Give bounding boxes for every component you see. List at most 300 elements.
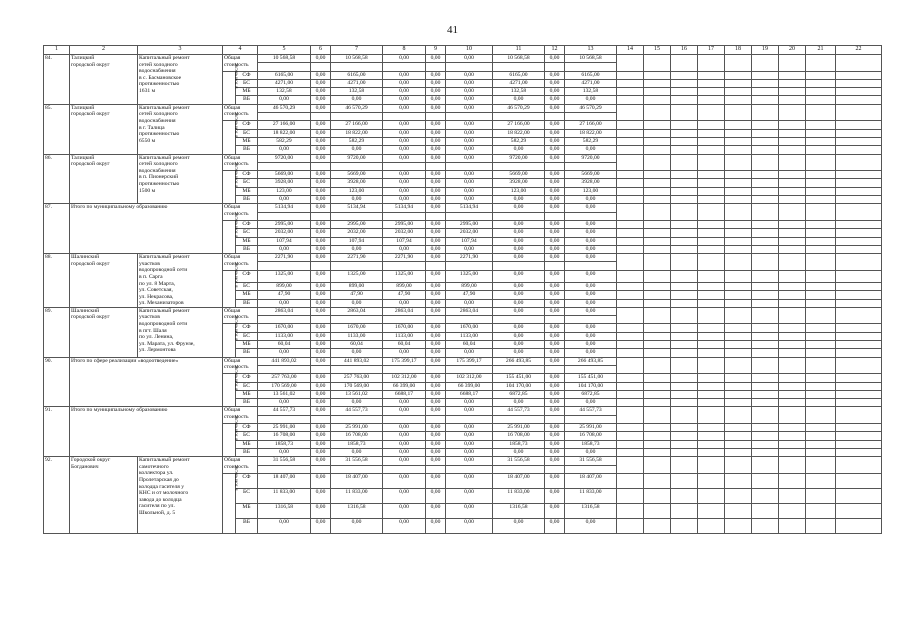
header-cell: 9 [426, 46, 446, 55]
value-cell: 175 399,17 [446, 357, 493, 365]
value-cell: 0,00 [545, 424, 565, 432]
value-cell: 4271,00 [331, 79, 383, 87]
table-row [44, 55, 882, 63]
value-cell: 0,00 [565, 299, 617, 307]
value-cell: 0,00 [426, 382, 446, 390]
total-cost-label [223, 154, 258, 171]
empty-cell [836, 390, 882, 398]
empty-cell [446, 212, 493, 220]
empty-cell [644, 237, 671, 245]
value-cell: 0,00 [446, 104, 493, 112]
value-cell: 6872,85 [565, 390, 617, 398]
total-label-line: Общая [224, 457, 241, 464]
empty-cell [331, 212, 383, 220]
empty-cell [644, 432, 671, 440]
empty-cell [836, 220, 882, 228]
empty-cell [617, 407, 644, 424]
value-cell: 0,00 [565, 518, 617, 533]
empty-cell [617, 440, 644, 448]
value-cell: 0,00 [493, 332, 545, 340]
value-cell: 0,00 [565, 332, 617, 340]
table-row [44, 204, 882, 212]
value-cell: 0,00 [426, 96, 446, 104]
value-cell: 0,00 [493, 299, 545, 307]
value-cell: 0,00 [383, 440, 426, 448]
description-cell [138, 104, 223, 154]
empty-cell [617, 187, 644, 195]
value-cell: 0,00 [311, 71, 331, 79]
value-cell: 0,00 [311, 424, 331, 432]
empty-cell [698, 104, 725, 121]
empty-cell [698, 349, 725, 357]
description-line: ул. Механизаторов [139, 300, 184, 307]
value-cell: 0,00 [565, 349, 617, 357]
row-number: 88. [44, 254, 70, 308]
fund-code: ВБ [236, 448, 258, 456]
value-cell: 0,00 [426, 254, 446, 262]
empty-cell [671, 399, 698, 407]
page-number: 41 [447, 24, 458, 36]
value-cell: 0,00 [426, 129, 446, 137]
including-text: в том числе: [234, 261, 240, 288]
row-number: 89. [44, 307, 70, 357]
empty-cell [806, 324, 836, 332]
value-cell: 0,00 [426, 196, 446, 204]
fund-code: БС [236, 432, 258, 440]
empty-cell [779, 220, 806, 228]
empty-cell [752, 129, 779, 137]
value-cell: 0,00 [545, 503, 565, 518]
empty-cell [725, 71, 752, 79]
fund-code: ВБ [236, 299, 258, 307]
empty-cell [752, 254, 779, 271]
total-label-line: стоимость [224, 364, 249, 371]
value-cell: 0,00 [545, 448, 565, 456]
value-cell: 4271,00 [493, 79, 545, 87]
empty-cell [644, 341, 671, 349]
empty-cell [779, 382, 806, 390]
empty-cell [725, 245, 752, 253]
value-cell: 107,94 [258, 237, 311, 245]
value-cell: 0,00 [545, 137, 565, 145]
empty-cell [698, 324, 725, 332]
value-cell: 0,00 [311, 229, 331, 237]
empty-cell [836, 324, 882, 332]
fund-code: БС [236, 488, 258, 503]
empty-cell [836, 171, 882, 179]
value-cell: 3928,00 [258, 179, 311, 187]
empty-cell [446, 113, 493, 121]
empty-cell [671, 137, 698, 145]
value-cell: 107,94 [331, 237, 383, 245]
value-cell: 1316,58 [331, 503, 383, 518]
fund-code: БС [236, 332, 258, 340]
value-cell: 104 170,00 [565, 382, 617, 390]
value-cell: 155 451,00 [493, 374, 545, 382]
value-cell: 102 312,00 [383, 374, 426, 382]
empty-cell [752, 518, 779, 533]
empty-cell [565, 262, 617, 270]
empty-cell [644, 187, 671, 195]
header-cell: 15 [644, 46, 671, 55]
empty-cell [426, 262, 446, 270]
empty-cell [806, 357, 836, 374]
empty-cell [644, 503, 671, 518]
empty-cell [752, 88, 779, 96]
empty-cell [617, 332, 644, 340]
total-label-line: Общая [224, 154, 241, 161]
value-cell: 0,00 [446, 79, 493, 87]
municipality-cell [70, 457, 138, 534]
value-cell: 13 561,02 [331, 390, 383, 398]
value-cell: 6165,00 [565, 71, 617, 79]
value-cell: 899,00 [258, 282, 311, 290]
empty-cell [806, 424, 836, 432]
empty-cell [806, 282, 836, 290]
empty-cell [752, 399, 779, 407]
value-cell: 0,00 [383, 399, 426, 407]
empty-cell [779, 349, 806, 357]
header-cell: 13 [565, 46, 617, 55]
empty-cell [779, 374, 806, 382]
value-cell: 0,00 [545, 220, 565, 228]
value-cell: 0,00 [331, 299, 383, 307]
empty-cell [671, 349, 698, 357]
value-cell: 0,00 [383, 407, 426, 415]
description-line: гасителя по ул. [139, 503, 175, 510]
empty-cell [617, 473, 644, 488]
description-line: сетей холодного [139, 161, 178, 168]
value-cell: 18 822,00 [565, 129, 617, 137]
description-cell [138, 154, 223, 204]
value-cell: 4271,00 [565, 79, 617, 87]
total-cost-label [223, 254, 258, 271]
empty-cell [671, 55, 698, 72]
value-cell: 6688,17 [446, 390, 493, 398]
value-cell: 1133,00 [446, 332, 493, 340]
value-cell: 0,00 [331, 448, 383, 456]
value-cell: 0,00 [311, 473, 331, 488]
empty-cell [806, 96, 836, 104]
empty-cell [836, 237, 882, 245]
value-cell: 0,00 [545, 299, 565, 307]
empty-cell [671, 121, 698, 129]
empty-cell [698, 121, 725, 129]
empty-cell [725, 187, 752, 195]
value-cell: 266 493,85 [493, 357, 545, 365]
value-cell: 0,00 [446, 518, 493, 533]
empty-cell [446, 63, 493, 71]
table-row [44, 457, 882, 465]
fund-code: БС [236, 282, 258, 290]
empty-cell [779, 332, 806, 340]
including-text: в том числе: [234, 314, 240, 341]
empty-cell [311, 262, 331, 270]
total-cost-label [223, 357, 258, 374]
value-cell: 46 570,29 [331, 104, 383, 112]
empty-cell [644, 407, 671, 424]
value-cell: 0,00 [565, 341, 617, 349]
value-cell: 0,00 [493, 341, 545, 349]
empty-cell [545, 316, 565, 324]
value-cell: 0,00 [493, 229, 545, 237]
empty-cell [752, 121, 779, 129]
empty-cell [752, 104, 779, 121]
empty-cell [446, 162, 493, 170]
value-cell: 47,90 [446, 291, 493, 299]
empty-cell [671, 204, 698, 221]
empty-cell [806, 179, 836, 187]
empty-cell [806, 254, 836, 271]
value-cell: 0,00 [446, 146, 493, 154]
empty-cell [446, 465, 493, 473]
empty-cell [671, 448, 698, 456]
empty-cell [383, 212, 426, 220]
value-cell: 0,00 [545, 254, 565, 262]
empty-cell [644, 399, 671, 407]
description-line: сетей холодного [139, 61, 178, 68]
header-cell: 8 [383, 46, 426, 55]
header-cell: 6 [311, 46, 331, 55]
empty-cell [311, 316, 331, 324]
header-cell: 1 [44, 46, 70, 55]
empty-cell [671, 374, 698, 382]
value-cell: 0,00 [383, 154, 426, 162]
table-row [44, 104, 882, 112]
empty-cell [698, 341, 725, 349]
value-cell: 582,29 [331, 137, 383, 145]
description-line: Капитальный ремонт [139, 154, 190, 161]
empty-cell [617, 237, 644, 245]
value-cell: 0,00 [545, 96, 565, 104]
empty-cell [779, 341, 806, 349]
fund-code: МБ [236, 237, 258, 245]
empty-cell [671, 154, 698, 171]
empty-cell [644, 382, 671, 390]
value-cell: 0,00 [545, 382, 565, 390]
value-cell: 0,00 [565, 399, 617, 407]
table-row [44, 254, 882, 262]
empty-cell [331, 113, 383, 121]
value-cell: 0,00 [545, 390, 565, 398]
value-cell: 2995,00 [383, 220, 426, 228]
value-cell: 0,00 [545, 488, 565, 503]
value-cell: 1133,00 [383, 332, 426, 340]
empty-cell [698, 432, 725, 440]
value-cell: 2032,00 [383, 229, 426, 237]
fund-code: БС [236, 129, 258, 137]
value-cell: 0,00 [446, 457, 493, 465]
value-cell: 27 166,00 [331, 121, 383, 129]
value-cell: 0,00 [426, 237, 446, 245]
empty-cell [752, 79, 779, 87]
municipality-line: Шалинский [71, 307, 100, 314]
value-cell: 0,00 [426, 171, 446, 179]
value-cell: 0,00 [258, 96, 311, 104]
empty-cell [258, 113, 311, 121]
empty-cell [752, 179, 779, 187]
empty-cell [617, 137, 644, 145]
empty-cell [725, 357, 752, 374]
empty-cell [836, 71, 882, 79]
value-cell: 9720,00 [565, 154, 617, 162]
empty-cell [617, 291, 644, 299]
empty-cell [836, 374, 882, 382]
value-cell: 0,00 [426, 357, 446, 365]
empty-cell [836, 291, 882, 299]
value-cell: 2271,90 [258, 254, 311, 262]
row-number: 85. [44, 104, 70, 154]
value-cell: 1670,00 [383, 324, 426, 332]
empty-cell [617, 399, 644, 407]
fund-code: СФ [236, 220, 258, 228]
value-cell: 0,00 [258, 245, 311, 253]
value-cell: 1858,73 [331, 440, 383, 448]
empty-cell [493, 162, 545, 170]
description-line: водопроводной сети [139, 321, 188, 328]
value-cell: 25 991,00 [493, 424, 545, 432]
value-cell: 0,00 [545, 341, 565, 349]
value-cell: 2863,04 [331, 307, 383, 315]
municipality-line: Талицкий [71, 154, 95, 161]
including-text: в том числе: [234, 161, 240, 188]
value-cell: 0,00 [311, 204, 331, 212]
value-cell: 0,00 [311, 299, 331, 307]
empty-cell [806, 399, 836, 407]
empty-cell [779, 357, 806, 374]
fund-code: СФ [236, 324, 258, 332]
header-cell: 4 [223, 46, 258, 55]
value-cell: 0,00 [446, 121, 493, 129]
value-cell: 0,00 [446, 179, 493, 187]
value-cell: 0,00 [446, 129, 493, 137]
empty-cell [725, 137, 752, 145]
value-cell: 1325,00 [258, 270, 311, 282]
value-cell: 0,00 [545, 187, 565, 195]
empty-cell [806, 291, 836, 299]
empty-cell [752, 424, 779, 432]
fund-code: СФ [236, 121, 258, 129]
empty-cell [644, 291, 671, 299]
empty-cell [311, 162, 331, 170]
empty-cell [779, 146, 806, 154]
empty-cell [836, 96, 882, 104]
empty-cell [806, 332, 836, 340]
empty-cell [671, 146, 698, 154]
value-cell: 46 570,29 [258, 104, 311, 112]
table-row [44, 154, 882, 162]
header-cell: 11 [493, 46, 545, 55]
empty-cell [617, 424, 644, 432]
value-cell: 0,00 [493, 237, 545, 245]
description-line: ул. Некрасова, [139, 293, 174, 300]
value-cell: 0,00 [426, 432, 446, 440]
empty-cell [752, 282, 779, 290]
empty-cell [446, 262, 493, 270]
value-cell: 0,00 [545, 129, 565, 137]
empty-cell [779, 270, 806, 282]
value-cell: 0,00 [311, 179, 331, 187]
empty-cell [725, 96, 752, 104]
empty-cell [671, 104, 698, 121]
total-label-line: стоимость [224, 210, 249, 217]
value-cell: 47,90 [258, 291, 311, 299]
empty-cell [836, 307, 882, 324]
value-cell: 5669,00 [565, 171, 617, 179]
value-cell: 0,00 [446, 196, 493, 204]
value-cell: 27 166,00 [493, 121, 545, 129]
value-cell: 0,00 [331, 349, 383, 357]
value-cell: 60,04 [383, 341, 426, 349]
value-cell: 0,00 [426, 518, 446, 533]
empty-cell [617, 171, 644, 179]
value-cell: 18 407,00 [493, 473, 545, 488]
empty-cell [779, 299, 806, 307]
including-text: в том числе: [234, 62, 240, 89]
empty-cell [725, 104, 752, 121]
empty-cell [383, 63, 426, 71]
description-line: коллектора ул. [139, 470, 174, 477]
empty-cell [545, 415, 565, 423]
value-cell: 0,00 [311, 220, 331, 228]
value-cell: 5134,94 [383, 204, 426, 212]
value-cell: 25 991,00 [258, 424, 311, 432]
description-line: по ул. Ленина, [139, 334, 174, 341]
value-cell: 11 833,00 [331, 488, 383, 503]
empty-cell [752, 457, 779, 474]
empty-cell [446, 316, 493, 324]
value-cell: 0,00 [545, 154, 565, 162]
description-line: по ул. 8 Марта, [139, 280, 176, 287]
empty-cell [836, 146, 882, 154]
municipality-cell [70, 55, 138, 105]
value-cell: 0,00 [493, 291, 545, 299]
value-cell: 3928,00 [331, 179, 383, 187]
value-cell: 5669,00 [331, 171, 383, 179]
value-cell: 16 708,00 [565, 432, 617, 440]
empty-cell [545, 162, 565, 170]
value-cell: 123,00 [258, 187, 311, 195]
value-cell: 0,00 [565, 307, 617, 315]
empty-cell [725, 407, 752, 424]
fund-code: СФ [236, 374, 258, 382]
value-cell: 107,94 [446, 237, 493, 245]
total-label-line: Общая [224, 204, 241, 211]
empty-cell [258, 63, 311, 71]
empty-cell [752, 440, 779, 448]
fund-code: МБ [236, 390, 258, 398]
empty-cell [311, 63, 331, 71]
description-line: Капитальный ремонт [139, 254, 190, 261]
value-cell: 1670,00 [446, 324, 493, 332]
empty-cell [725, 390, 752, 398]
empty-cell [752, 432, 779, 440]
value-cell: 31 556,58 [258, 457, 311, 465]
value-cell: 0,00 [383, 88, 426, 96]
empty-cell [779, 254, 806, 271]
header-cell: 20 [779, 46, 806, 55]
value-cell: 0,00 [545, 104, 565, 112]
empty-cell [258, 415, 311, 423]
value-cell: 0,00 [545, 518, 565, 533]
value-cell: 0,00 [545, 349, 565, 357]
empty-cell [698, 229, 725, 237]
empty-cell [725, 88, 752, 96]
empty-cell [698, 357, 725, 374]
empty-cell [698, 137, 725, 145]
empty-cell [671, 129, 698, 137]
fund-code: ВБ [236, 96, 258, 104]
